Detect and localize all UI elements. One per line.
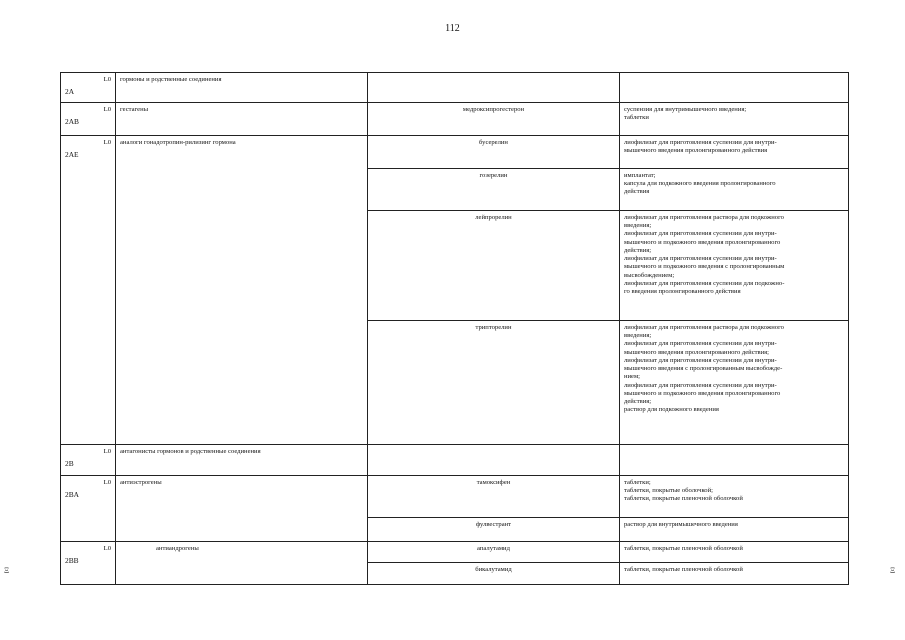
dosage-form-cell	[620, 445, 849, 476]
table-row	[61, 73, 849, 103]
atc-code: 2BB	[65, 556, 79, 566]
dosage-form-cell: таблетки, покрытые пленочной оболочкой	[620, 542, 849, 563]
drug-name-cell	[368, 73, 620, 103]
drug-name-cell: фулвестрант	[368, 518, 620, 542]
drug-name-cell: лейпрорелин	[368, 211, 620, 321]
drug-name-cell: гозерелин	[368, 169, 620, 211]
dosage-form-cell: лиофилизат для приготовления раствора для подкожного введения; лиофилизат для приготовления суспензии для внутри- мышечного и подкожного введения пролонгированного действия; лиофилизат для приготовления суспензии для внутри- мышечного и подкожного введения с пролонгированным высвобождением; лиофилизат для приготовления суспензии для подкожно- го введения пролонгированного действия	[620, 211, 849, 321]
atc-code: 2AB	[65, 117, 79, 127]
atc-code-cell	[61, 103, 116, 136]
code-prefix: L0	[103, 448, 111, 455]
table-row	[61, 445, 849, 476]
drug-name-cell: трипторелин	[368, 321, 620, 445]
dosage-form-cell: раствор для внутримышечного введения	[620, 518, 849, 542]
code-prefix: L0	[103, 545, 111, 552]
page-number: 112	[445, 23, 460, 34]
dosage-form-cell: имплантат; капсула для подкожного введения пролонгированного действия	[620, 169, 849, 211]
drug-name-cell: апалутамид	[368, 542, 620, 563]
atc-code: 2AE	[65, 150, 79, 160]
table-row	[61, 542, 849, 563]
drug-name-cell	[368, 445, 620, 476]
code-prefix: L0	[103, 479, 111, 486]
group-name-cell: аналоги гонадотропин-рилизинг гормона	[116, 136, 368, 445]
atc-code: 2BA	[65, 490, 79, 500]
atc-code-cell	[61, 542, 116, 585]
atc-code-cell	[61, 445, 116, 476]
group-name-cell: антагонисты гормонов и родственные соединения	[116, 445, 368, 476]
drug-name-cell: медроксипрогестерон	[368, 103, 620, 136]
dosage-form-cell: лиофилизат для приготовления раствора для подкожного введения; лиофилизат для приготовления суспензии для внутри- мышечного введения пролонгированного действия; лиофилизат для приготовления суспензии для внутри- мышечного введения с пролонгированным высвобожде- нием; лиофилизат для приготовления суспензии для внутри- мышечного и подкожного введения пролонгированного действия; раствор для подкожного введения	[620, 321, 849, 445]
dosage-form-cell: лиофилизат для приготовления суспензии для внутри- мышечного введения пролонгированного действия	[620, 136, 849, 169]
dosage-form-cell	[620, 73, 849, 103]
drug-name-cell: бикалутамид	[368, 563, 620, 585]
atc-code: 2B	[65, 459, 74, 469]
table-row	[61, 103, 849, 136]
atc-code-cell	[61, 476, 116, 542]
right-edge-mark: Ξ	[890, 566, 896, 575]
drug-table	[60, 72, 849, 585]
atc-code-cell	[61, 73, 116, 103]
atc-code: 2A	[65, 87, 75, 97]
dosage-form-cell: таблетки, покрытые пленочной оболочкой	[620, 563, 849, 585]
drug-name-cell: бусерелин	[368, 136, 620, 169]
group-name-cell: гормоны и родственные соединения	[116, 73, 368, 103]
group-name-cell: антиэстрогены	[116, 476, 368, 542]
table-row	[61, 136, 849, 169]
dosage-form-cell: суспензия для внутримышечного введения; таблетки	[620, 103, 849, 136]
code-prefix: L0	[103, 139, 111, 146]
code-prefix: L0	[103, 106, 111, 113]
drug-name-cell: тамоксифен	[368, 476, 620, 518]
group-name-cell: гестагены	[116, 103, 368, 136]
table-row	[61, 476, 849, 518]
atc-code-cell	[61, 136, 116, 445]
left-edge-mark: Ξ	[4, 566, 10, 575]
dosage-form-cell: таблетки; таблетки, покрытые оболочкой; таблетки, покрытые пленочной оболочкой	[620, 476, 849, 518]
code-prefix: L0	[103, 76, 111, 83]
group-name-cell: антиандрогены	[116, 542, 368, 585]
